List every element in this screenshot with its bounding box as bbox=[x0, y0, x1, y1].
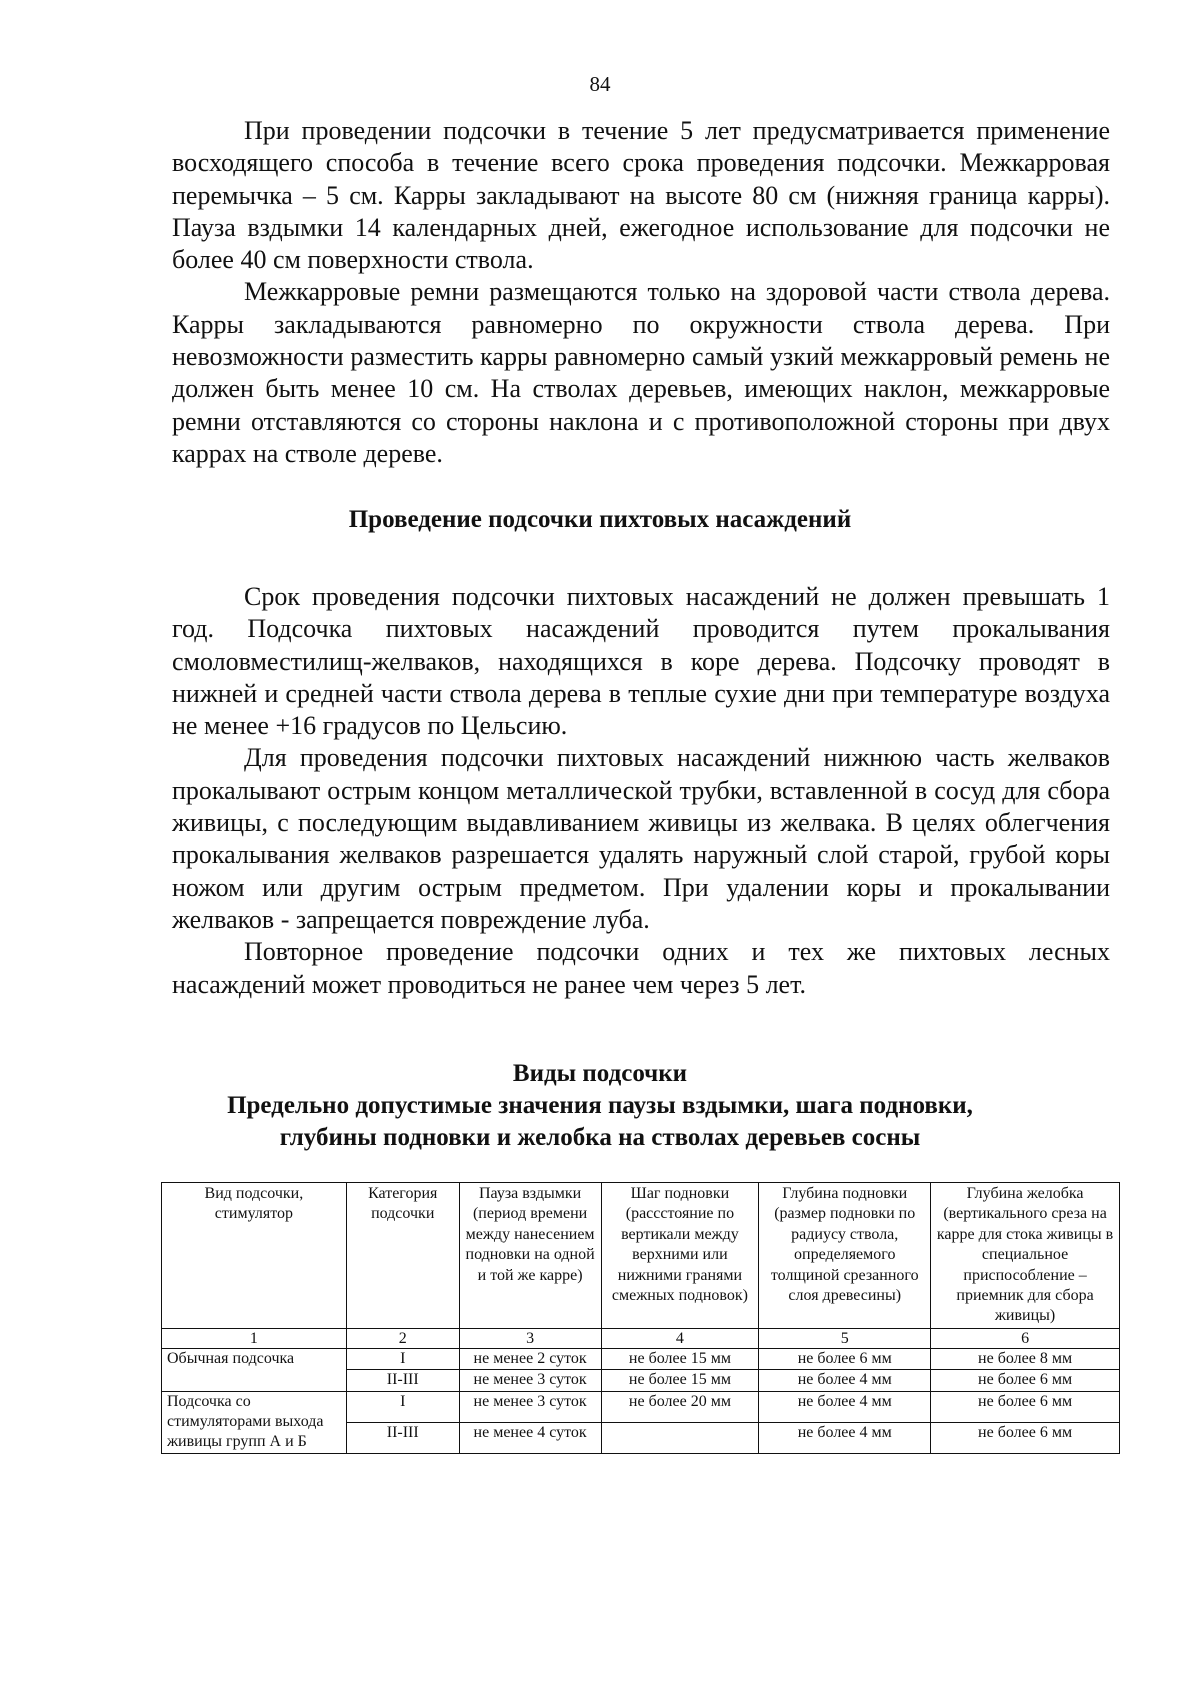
depth-cell: не более 4 мм bbox=[759, 1391, 931, 1422]
category-cell: I bbox=[346, 1391, 459, 1422]
groove-cell: не более 8 мм bbox=[931, 1348, 1120, 1369]
depth-cell: не более 6 мм bbox=[759, 1348, 931, 1369]
depth-cell: не более 4 мм bbox=[759, 1370, 931, 1391]
column-number: 2 bbox=[346, 1328, 459, 1348]
text-block-2 bbox=[172, 581, 1110, 1001]
table-heading-line: Виды подсочки bbox=[512, 1060, 688, 1087]
page-number: 84 bbox=[589, 72, 611, 96]
column-header: Глубина желобка (вертикального среза на карре для стока живицы в специальное приспособление – приемник для сбора живицы) bbox=[931, 1183, 1120, 1329]
pause-cell: не менее 3 суток bbox=[459, 1370, 601, 1391]
column-number: 6 bbox=[931, 1328, 1120, 1348]
pause-cell: не менее 3 суток bbox=[459, 1391, 601, 1422]
step-cell: не более 15 мм bbox=[601, 1370, 759, 1391]
groove-cell: не более 6 мм bbox=[931, 1391, 1120, 1422]
paragraph: Срок проведения подсочки пихтовых насаждений не должен превышать 1 год. Подсочка пихтовых насаждений проводится путем прокалывания смоловместилищ-желваков, находящихся в коре дерева. Подсочку проводят в нижней и средней части ствола дерева в теплые сухие дни при температуре воздуха не менее +16 градусов по Цельсию. bbox=[172, 582, 1110, 741]
column-number: 1 bbox=[162, 1328, 347, 1348]
table-header-row bbox=[162, 1183, 1120, 1329]
table-row bbox=[162, 1391, 1120, 1422]
groove-cell: не более 6 мм bbox=[931, 1370, 1120, 1391]
step-cell: не более 15 мм bbox=[601, 1348, 759, 1369]
section-heading: Проведение подсочки пихтовых насаждений bbox=[348, 506, 852, 533]
tapping-type-cell: Подсочка со стимуляторами выхода живицы групп А и Б bbox=[162, 1391, 347, 1453]
table-heading-line: глубины подновки и желобка на стволах деревьев сосны bbox=[279, 1124, 921, 1151]
column-header: Вид подсочки, стимулятор bbox=[162, 1183, 347, 1329]
depth-cell: не более 4 мм bbox=[759, 1422, 931, 1453]
tapping-type-cell: Обычная подсочка bbox=[162, 1348, 347, 1391]
paragraph: Для проведения подсочки пихтовых насаждений нижнюю часть желваков прокалывают острым концом металлической трубки, вставленной в сосуд для сбора живицы, с последующим выдавливанием живицы из желвака. В целях облегчения прокалывания желваков разрешается удалять наружный слой старой, грубой коры ножом или другим острым предметом. При удалении коры и прокалывании желваков - запрещается повреждение луба. bbox=[172, 743, 1110, 934]
norms-table bbox=[161, 1182, 1120, 1454]
paragraph: При проведении подсочки в течение 5 лет предусматривается применение восходящего способа в течение всего срока проведения подсочки. Межкарровая перемычка – 5 см. Карры закладывают на высоте 80 см (нижняя граница карры). Пауза вздымки 14 календарных дней, ежегодное использование для подсочки не более 40 см поверхности ствола. bbox=[172, 116, 1110, 275]
column-header: Глубина подновки (размер подновки по радиусу ствола, определяемого толщиной срезанного слоя древесины) bbox=[759, 1183, 931, 1329]
step-cell bbox=[601, 1422, 759, 1453]
column-number: 3 bbox=[459, 1328, 601, 1348]
column-header: Пауза вздымки (период времени между нанесением подновки на одной и той же карре) bbox=[459, 1183, 601, 1329]
column-number: 5 bbox=[759, 1328, 931, 1348]
column-header: Категория подсочки bbox=[346, 1183, 459, 1329]
table-row bbox=[162, 1348, 1120, 1369]
pause-cell: не менее 2 суток bbox=[459, 1348, 601, 1369]
column-number-row bbox=[162, 1328, 1120, 1348]
paragraph: Межкарровые ремни размещаются только на здоровой части ствола дерева. Карры закладываются равномерно по окружности ствола дерева. При невозможности разместить карры равномерно самый узкий межкарровый ремень не должен быть менее 10 см. На стволах деревьев, имеющих наклон, межкарровые ремни отставляются со стороны наклона и с противоположной стороны при двух каррах на стволе дереве. bbox=[172, 277, 1110, 468]
step-cell: не более 20 мм bbox=[601, 1391, 759, 1422]
pause-cell: не менее 4 суток bbox=[459, 1422, 601, 1453]
category-cell: II-III bbox=[346, 1422, 459, 1453]
text-block-1 bbox=[172, 115, 1110, 470]
category-cell: I bbox=[346, 1348, 459, 1369]
paragraph: Повторное проведение подсочки одних и тех же пихтовых лесных насаждений может проводиться не ранее чем через 5 лет. bbox=[172, 937, 1110, 999]
table-heading-line: Предельно допустимые значения паузы вздымки, шага подновки, bbox=[227, 1092, 973, 1119]
column-header: Шаг подновки (рассстояние по вертикали между верхними или нижними гранями смежных подновок) bbox=[601, 1183, 759, 1329]
table-heading bbox=[0, 1058, 1200, 1154]
category-cell: II-III bbox=[346, 1370, 459, 1391]
column-number: 4 bbox=[601, 1328, 759, 1348]
groove-cell: не более 6 мм bbox=[931, 1422, 1120, 1453]
